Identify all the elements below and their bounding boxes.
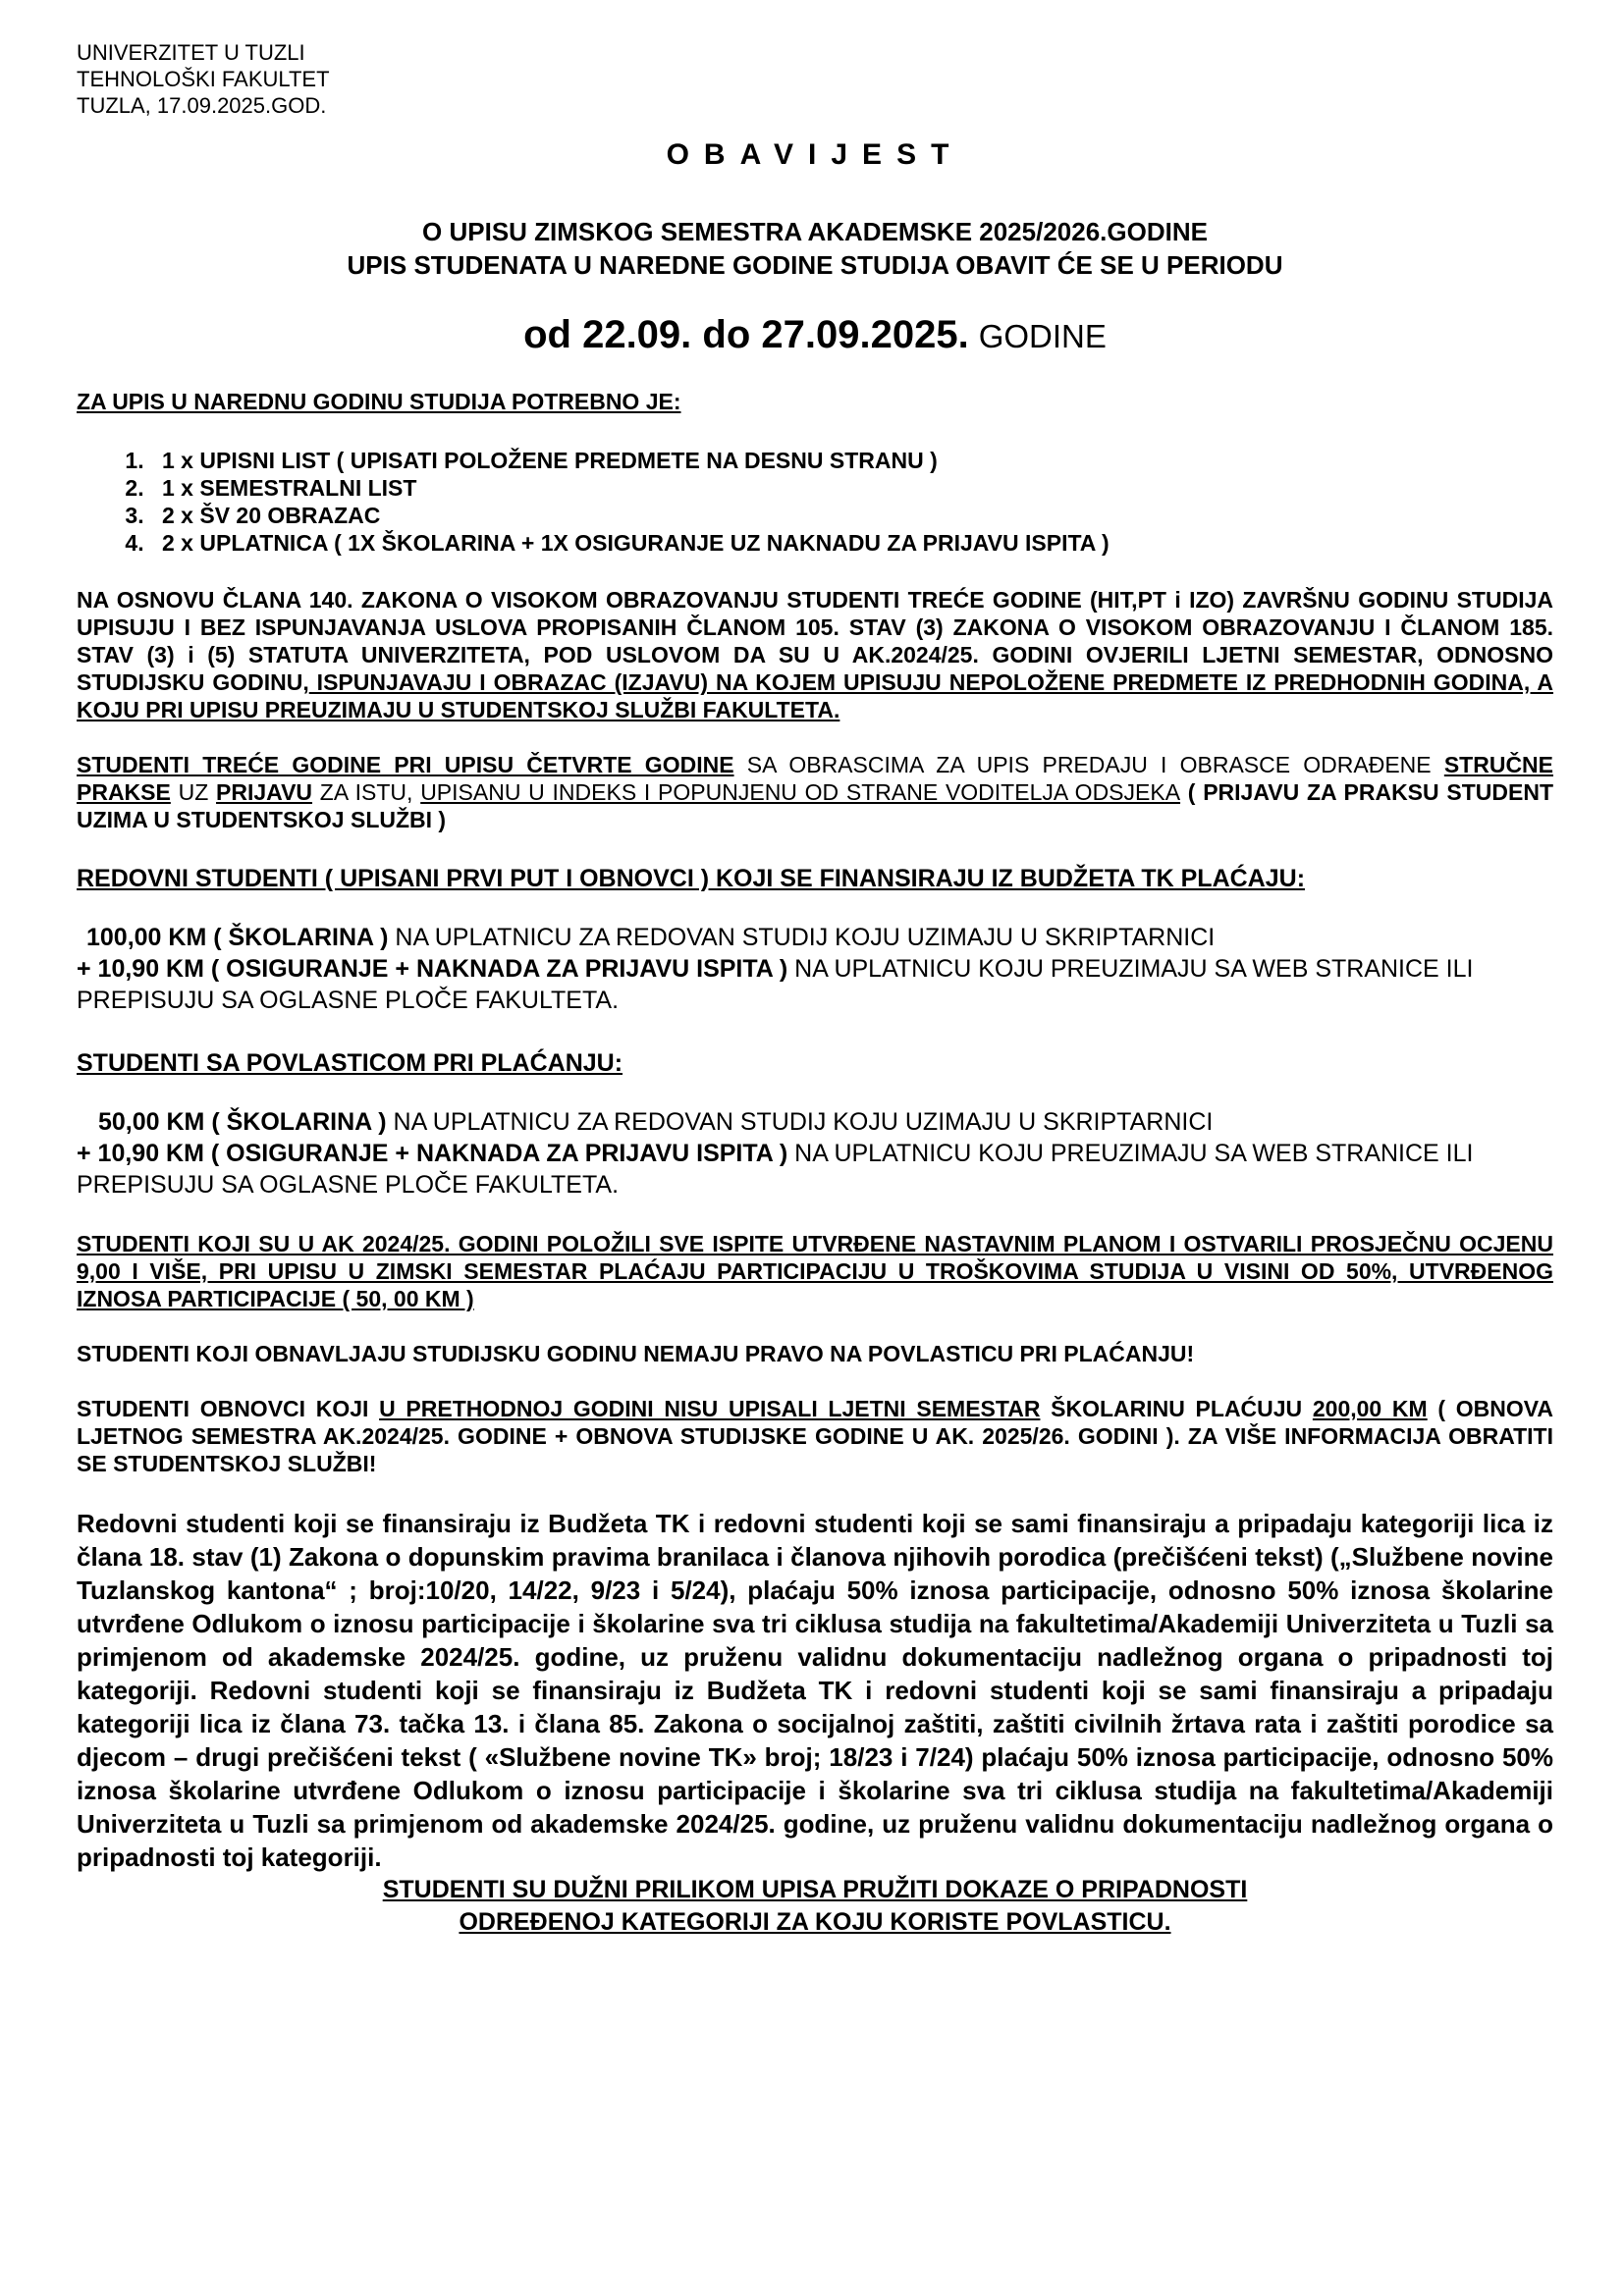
budget-insurance-amount: + 10,90 KM ( OSIGURANJE + NAKNADA ZA PRIJAVU ISPITA ) <box>77 955 788 983</box>
privilege-insurance-amount: + 10,90 KM ( OSIGURANJE + NAKNADA ZA PRIJAVU ISPITA ) <box>77 1140 788 1167</box>
budget-insurance-note: NA UPLATNICU KOJU PREUZIMAJU SA WEB STRANICE ILI PREPISUJU SA OGLASNE PLOČE FAKULTETA. <box>77 955 1474 1014</box>
enrollment-period <box>77 313 1553 357</box>
document-subtitle <box>77 215 1553 282</box>
practice-text-3: STRUČNE PRAKSE <box>77 752 1553 805</box>
requirements-list <box>77 447 1553 557</box>
practice-text-6: ZA ISTU, <box>312 779 421 805</box>
renewal-text-3: ŠKOLARINU PLAĆUJU <box>1040 1396 1313 1421</box>
document-title: OBAVIJEST <box>666 138 964 171</box>
renewal-paragraph <box>77 1395 1553 1477</box>
practice-text-4: UZ <box>170 779 217 805</box>
article-140-text: NA OSNOVU ČLANA 140. ZAKONA O VISOKOM OBRAZOVANJU STUDENTI TREĆE GODINE (HIT,PT i IZO) ZAVRŠNU GODINU STUDIJA UPISUJU I BEZ ISPUNJAVANJA USLOVA PROPISANIH ČLANOM 105. STAV (3) ZAKONA O VISOKOM OBRAZOVANJU I ČLANOM 185. STAV (3) i (5) STATUTA UNIVERZITETA, POD USLOVOM DA SU U AK.2024/25. GODINI OVJERILI LJETNI SEMESTAR, ODNOSNO STUDIJSKU GODINU, <box>77 587 1553 695</box>
period-dates: od 22.09. do 27.09.2025. <box>523 313 969 356</box>
budget-insurance-line <box>77 953 1553 1016</box>
practice-text-8: ( PRIJAVU ZA PRAKSU STUDENT UZIMA U STUDENTSKOJ SLUŽBI ) <box>77 779 1553 832</box>
university-name: UNIVERZITET U TUZLI <box>77 40 305 65</box>
budget-tuition-amount: 100,00 KM ( ŠKOLARINA ) <box>86 924 389 951</box>
notice-document <box>77 39 1553 1939</box>
period-suffix: GODINE <box>978 318 1107 354</box>
article-140-paragraph <box>77 586 1553 723</box>
article-140-underlined: ISPUNJAVAJU I OBRAZAC (IZJAVU) NA KOJEM UPISUJU NEPOLOŽENE PREDMETE IZ PREDHODNIH GODINA, A KOJU PRI UPISU PREUZIMAJU U STUDENTSKOJ SLUŽBI FAKULTETA. <box>77 669 1554 722</box>
privilege-tuition-note: NA UPLATNICU ZA REDOVAN STUDIJ KOJU UZIMAJU U SKRIPTARNICI <box>386 1108 1214 1136</box>
list-item: 4. 2 x UPLATNICA ( 1X ŠKOLARINA + 1X OSIGURANJE UZ NAKNADU ZA PRIJAVU ISPITA ) <box>150 529 1553 557</box>
practice-paragraph <box>77 751 1553 833</box>
renewal-text-2: U PRETHODNOJ GODINI NISU UPISALI LJETNI SEMESTAR <box>379 1396 1041 1421</box>
privilege-tuition-amount: 50,00 KM ( ŠKOLARINA ) <box>98 1108 387 1136</box>
privilege-insurance-line <box>77 1138 1553 1201</box>
closing-line-1: STUDENTI SU DUŽNI PRILIKOM UPISA PRUŽITI DOKAZE O PRIPADNOSTI <box>382 1876 1248 1903</box>
budget-fees <box>77 922 1553 1016</box>
closing-line-2: ODREĐENOJ KATEGORIJI ZA KOJU KORISTE POVLASTICU. <box>459 1908 1171 1936</box>
privilege-insurance-note: NA UPLATNICU KOJU PREUZIMAJU SA WEB STRANICE ILI PREPISUJU SA OGLASNE PLOČE FAKULTETA. <box>77 1140 1474 1199</box>
list-item: 1. 1 x UPISNI LIST ( UPISATI POLOŽENE PREDMETE NA DESNU STRANU ) <box>150 447 1553 474</box>
privilege-tuition-line <box>77 1106 1553 1138</box>
regulation-paragraph: Redovni studenti koji se finansiraju iz Budžeta TK i redovni studenti koji se sami finansiraju a pripadaju kategoriji lica iz člana 18. stav (1) Zakona o dopunskim pravima branilaca i članova njihovih porodica (prečišćeni tekst) („Službene novine Tuzlanskog kantona“ ; broj:10/20, 14/22, 9/23 i 5/24), plaćaju 50% iznosa participacije, odnosno 50% iznosa školarine utvrđene Odlukom o iznosu participacije i školarine sva tri ciklusa studija na fakultetima/Akademiji Univerziteta u Tuzli sa primjenom od akademske 2024/25. godine, uz pruženu validnu dokumentaciju nadležnog organa o pripadnosti toj kategoriji. Redovni studenti koji se finansiraju iz Budžeta TK i redovni studenti koji se sami finansiraju a pripadaju kategoriji lica iz člana 73. tačka 13. i člana 85. Zakona o socijalnoj zaštiti, zaštiti civilnih žrtava rata i zaštiti porodice sa djecom – drugi prečišćeni tekst ( «Službene novine TK» broj; 18/23 i 7/24) plaćaju 50% iznosa participacije, odnosno 50% iznosa školarine utvrđene Odlukom o iznosu participacije i školarine sva tri ciklusa studija na fakultetima/Akademiji Univerziteta u Tuzli sa primjenom od akademske 2024/25. godine, uz pruženu validnu dokumentaciju nadležnog organa o pripadnosti toj kategoriji. <box>77 1509 1553 1872</box>
privilege-fees <box>77 1106 1553 1201</box>
budget-tuition-note: NA UPLATNICU ZA REDOVAN STUDIJ KOJU UZIMAJU U SKRIPTARNICI <box>388 924 1216 951</box>
budget-tuition-line <box>77 922 1553 953</box>
place-date: TUZLA, 17.09.2025.GOD. <box>77 93 327 118</box>
list-item: 2. 1 x SEMESTRALNI LIST <box>150 474 1553 502</box>
renewal-amount: 200,00 KM <box>1312 1396 1428 1421</box>
faculty-name: TEHNOLOŠKI FAKULTET <box>77 67 330 91</box>
subtitle-line-2: UPIS STUDENATA U NAREDNE GODINE STUDIJA OBAVIT ĆE SE U PERIODU <box>347 250 1283 280</box>
list-item: 3. 2 x ŠV 20 OBRAZAC <box>150 502 1553 529</box>
practice-text-2: SA OBRASCIMA ZA UPIS PREDAJU I OBRASCE ODRAĐENE <box>733 752 1444 777</box>
subtitle-line-1: O UPISU ZIMSKOG SEMESTRA AKADEMSKE 2025/2026.GODINE <box>422 217 1208 246</box>
excellence-paragraph: STUDENTI KOJI SU U AK 2024/25. GODINI POLOŽILI SVE ISPITE UTVRĐENE NASTAVNIM PLANOM I OSTVARILI PROSJEČNU OCJENU 9,00 I VIŠE, PRI UPISU U ZIMSKI SEMESTAR PLAĆAJU PARTICIPACIJU U TROŠKOVIMA STUDIJA U VISINI OD 50%, UTVRĐENOG IZNOSA PARTICIPACIJE ( 50, 00 KM ) <box>77 1231 1553 1311</box>
requirements-heading: ZA UPIS U NAREDNU GODINU STUDIJA POTREBNO JE: <box>77 389 681 414</box>
practice-text-7: UPISANU U INDEKS I POPUNJENU OD STRANE VODITELJA ODSJEKA <box>420 779 1181 805</box>
document-header <box>77 39 1553 119</box>
renewal-text-1: STUDENTI OBNOVCI KOJI <box>77 1396 380 1421</box>
renewal-text-5: ( OBNOVA LJETNOG SEMESTRA AK.2024/25. GODINE + OBNOVA STUDIJSKE GODINE U AK. 2025/26. GODINI ). ZA VIŠE INFORMACIJA OBRATITI SE STUDENTSKOJ SLUŽBI! <box>77 1396 1553 1476</box>
practice-text-1: STUDENTI TREĆE GODINE PRI UPISU ČETVRTE GODINE <box>77 752 734 777</box>
practice-text-5: PRIJAVU <box>216 779 313 805</box>
budget-heading: REDOVNI STUDENTI ( UPISANI PRVI PUT I OBNOVCI ) KOJI SE FINANSIRAJU IZ BUDŽETA TK PLAĆAJU: <box>77 865 1306 892</box>
repeaters-note: STUDENTI KOJI OBNAVLJAJU STUDIJSKU GODINU NEMAJU PRAVO NA POVLASTICU PRI PLAĆANJU! <box>77 1341 1195 1366</box>
privilege-heading: STUDENTI SA POVLASTICOM PRI PLAĆANJU: <box>77 1049 623 1077</box>
closing-statement <box>77 1874 1553 1939</box>
